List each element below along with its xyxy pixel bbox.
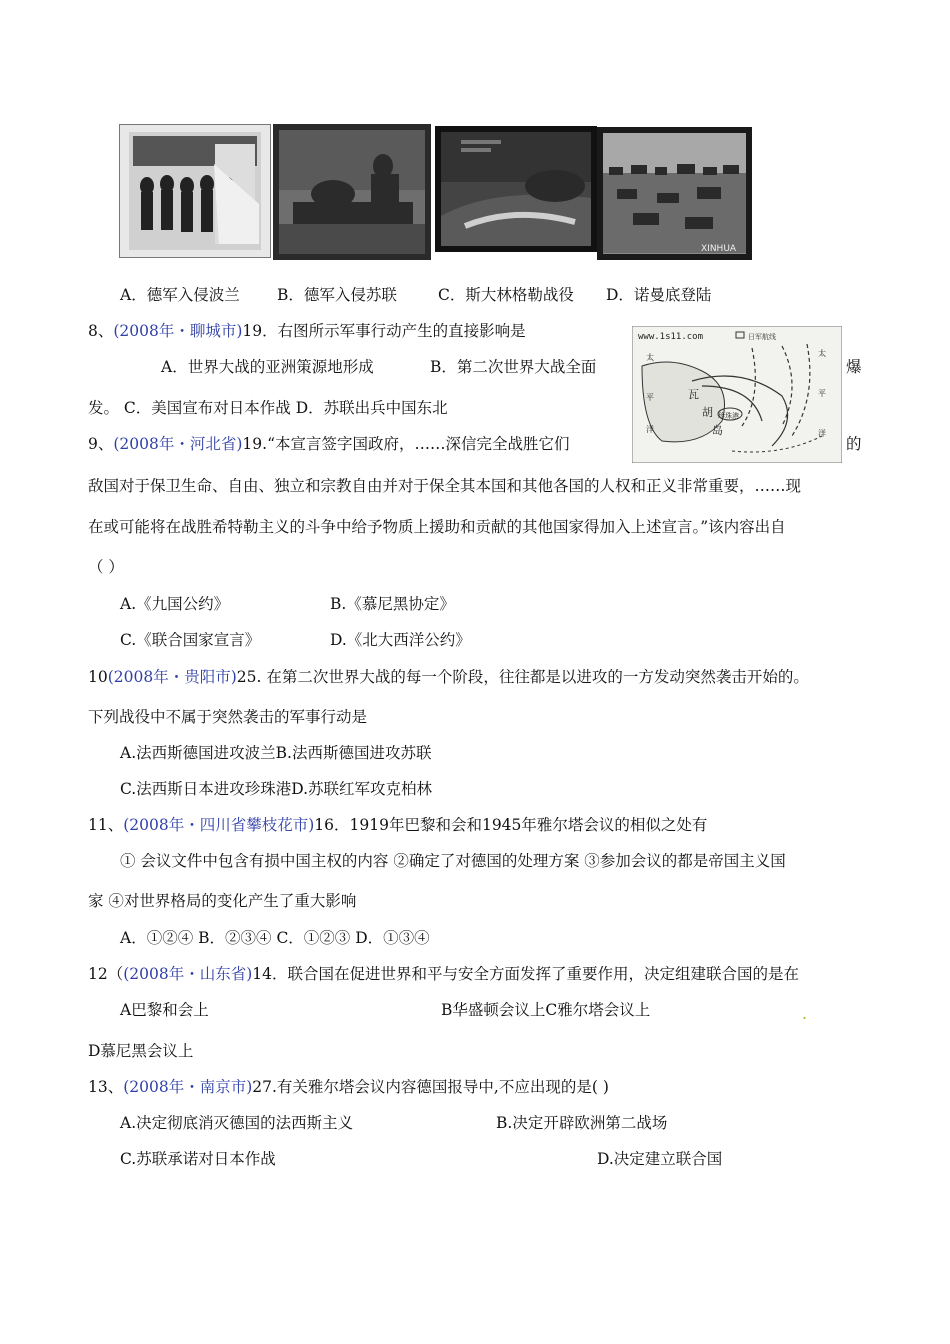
q12-source: (2008年・山东省) — [123, 965, 253, 983]
q9-stem1: 19.“本宣言签字国政府，……深信完全战胜它们 — [242, 435, 570, 453]
q13-stem — [88, 1077, 609, 1097]
q13-source: (2008年・南京市) — [123, 1078, 253, 1096]
q10-source: (2008年・贵阳市) — [107, 668, 237, 686]
svg-text:洋: 洋 — [646, 425, 654, 434]
q7-option-d: D．诺曼底登陆 — [606, 286, 712, 304]
q8-source: (2008年・聊城市) — [113, 322, 243, 340]
svg-text:日军航线: 日军航线 — [748, 333, 776, 341]
photo-germany-invades-ussr — [273, 124, 431, 260]
svg-text:瓦: 瓦 — [688, 388, 699, 401]
q10-stem-line1 — [88, 667, 809, 687]
q11-stem — [88, 815, 707, 835]
q11-number: 11、 — [88, 816, 124, 834]
q7-option-b: B．德军入侵苏联 — [277, 286, 397, 304]
q8-number: 8、 — [88, 322, 114, 340]
svg-text:珍珠港: 珍珠港 — [718, 412, 739, 420]
svg-text:洋: 洋 — [818, 429, 826, 438]
q11-options: A．①②④ B．②③④ C．①②③ D．①③④ — [120, 929, 430, 947]
q11-source: (2008年・四川省攀枝花市) — [123, 816, 315, 834]
q12-stem — [88, 964, 799, 984]
q8-stem — [88, 321, 526, 341]
q13-option-a: A.决定彻底消灭德国的法西斯主义 — [120, 1114, 354, 1132]
q12-option-d: D慕尼黑会议上 — [88, 1042, 194, 1060]
q10-number: 10 — [88, 668, 108, 686]
q8-option-b: B．第二次世界大战全面 — [430, 358, 597, 376]
q8-option-b-end: 爆 — [846, 358, 862, 376]
q12-stem-text: 14．联合国在促进世界和平与安全方面发挥了重要作用，决定组建联合国的是在 — [252, 965, 800, 983]
q11-stem-text: 16．1919年巴黎和会和1945年雅尔塔会议的相似之处有 — [314, 816, 708, 834]
q9-option-a: A.《九国公约》 — [120, 595, 230, 613]
q13-stem-text: 27.有关雅尔塔会议内容德国报导中,不应出现的是( ) — [252, 1078, 609, 1096]
q8-stem-text: 19．右图所示军事行动产生的直接影响是 — [242, 322, 526, 340]
q7-option-c: C．斯大林格勒战役 — [438, 286, 574, 304]
svg-text:平: 平 — [646, 393, 654, 402]
q9-number: 9、 — [88, 435, 114, 453]
q9-source: (2008年・河北省) — [113, 435, 243, 453]
q12-option-a: A巴黎和会上 — [120, 1001, 209, 1019]
q13-option-b: B.决定开辟欧洲第二战场 — [496, 1114, 668, 1132]
q13-option-d: D.决定建立联合国 — [597, 1150, 723, 1168]
q7-option-a: A．德军入侵波兰 — [120, 286, 240, 304]
q11-items-line2: 家 ④对世界格局的变化产生了重大影响 — [88, 892, 357, 910]
q12-options-bc: B华盛顿会议上C雅尔塔会议上 — [441, 1001, 651, 1019]
photo-germany-invades-poland — [119, 124, 271, 258]
svg-text:www.1s11.com: www.1s11.com — [638, 332, 704, 342]
pearl-harbor-attack-map — [632, 326, 842, 463]
photo-normandy-landing — [597, 127, 752, 260]
q8-line3: 发。 C．美国宣布对日本作战 D．苏联出兵中国东北 — [88, 399, 448, 417]
q10-options-ab: A.法西斯德国进攻波兰B.法西斯德国进攻苏联 — [120, 744, 432, 762]
q9-stem-line3: 在或可能将在战胜希特勒主义的斗争中给予物质上援助和贡献的其他国家得加入上述宣言。”该内容出自 — [88, 518, 786, 536]
q12-number: 12（ — [88, 965, 124, 983]
q9-option-d: D.《北大西洋公约》 — [330, 631, 471, 649]
q9-stem-line1-end: 的 — [846, 435, 862, 453]
q9-stem-line1 — [88, 434, 570, 454]
svg-text:太: 太 — [646, 353, 654, 362]
svg-text:太: 太 — [818, 349, 826, 358]
q13-number: 13、 — [88, 1078, 124, 1096]
svg-text:平: 平 — [818, 389, 826, 398]
svg-text:XINHUA: XINHUA — [701, 244, 737, 254]
svg-text:胡: 胡 — [702, 406, 713, 419]
photo-battle-of-stalingrad — [435, 126, 597, 252]
q8-option-a: A．世界大战的亚洲策源地形成 — [161, 358, 374, 376]
q11-items-line1: ① 会议文件中包含有损中国主权的内容 ②确定了对德国的处理方案 ③参加会议的都是帝国主义国 — [120, 852, 786, 870]
q9-answer-paren: （ ） — [88, 558, 124, 576]
q10-stem1: 25. 在第二次世界大战的每一个阶段，往往都是以进攻的一方发动突然袭击开始的。 — [236, 668, 809, 686]
q9-option-b: B.《慕尼黑协定》 — [330, 595, 455, 613]
svg-text:岛: 岛 — [712, 424, 723, 437]
q9-option-c: C.《联合国家宣言》 — [120, 631, 261, 649]
q13-option-c: C.苏联承诺对日本作战 — [120, 1150, 276, 1168]
q10-options-cd: C.法西斯日本进攻珍珠港D.苏联红军攻克柏林 — [120, 780, 433, 798]
q10-stem-line2: 下列战役中不属于突然袭击的军事行动是 — [88, 708, 368, 726]
q9-stem-line2: 敌国对于保卫生命、自由、独立和宗教自由并对于保全其本国和其他各国的人权和正义非常重要，……现 — [88, 477, 802, 495]
speck-mark: . — [802, 1005, 807, 1023]
